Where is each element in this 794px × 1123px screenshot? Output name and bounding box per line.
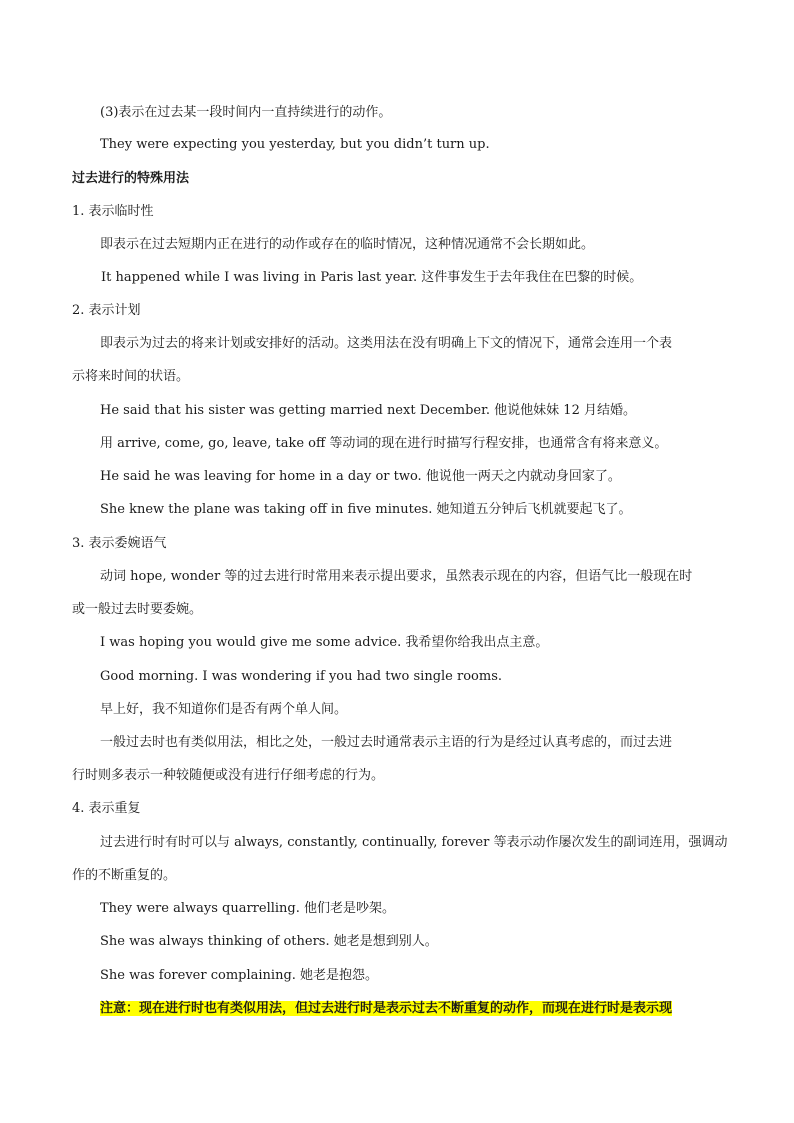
paragraph-continuation: 示将来时间的状语。 [72, 369, 190, 384]
paragraph: 一般过去时也有类似用法，相比之处，一般过去时通常表示主语的行为是经过认真考虑的，而过去进 [100, 735, 673, 750]
paragraph: 过去进行时有时可以与 always, constantly, continually, forever 等表示动作屡次发生的副词连用，强调动 [100, 835, 728, 850]
example-sentence: They were always quarrelling. 他们老是吵架。 [100, 901, 396, 916]
section-heading: 过去进行的特殊用法 [72, 171, 190, 186]
example-sentence: She knew the plane was taking off in five minutes. 她知道五分钟后飞机就要起飞了。 [100, 502, 632, 517]
paragraph: 即表示在过去短期内正在进行的动作或存在的临时情况，这种情况通常不会长期如此。 [100, 237, 595, 252]
subheading-tone: 3. 表示委婉语气 [72, 536, 167, 551]
paragraph: 即表示为过去的将来计划或安排好的活动。这类用法在没有明确上下文的情况下，通常会连用一个表 [100, 336, 673, 351]
example-sentence: She was always thinking of others. 她老是想到别人。 [100, 934, 438, 949]
paragraph: 用 arrive, come, go, leave, take off 等动词的现在进行时描写行程安排，也通常含有将来意义。 [100, 436, 668, 451]
example-translation: 早上好，我不知道你们是否有两个单人间。 [100, 702, 348, 717]
note-line [100, 1000, 672, 1018]
subheading-repetition: 4. 表示重复 [72, 801, 141, 816]
paragraph-continuation: 或一般过去时要委婉。 [72, 602, 203, 617]
highlighted-note: 注意：现在进行时也有类似用法，但过去进行时是表示过去不断重复的动作，而现在进行时是表示现 [100, 1001, 673, 1016]
subheading-plan: 2. 表示计划 [72, 303, 141, 318]
example-sentence: Good morning. I was wondering if you had two single rooms. [100, 669, 503, 684]
example-sentence: She was forever complaining. 她老是抱怨。 [100, 968, 379, 983]
paragraph: 动词 hope, wonder 等的过去进行时常用来表示提出要求，虽然表示现在的内容，但语气比一般现在时 [100, 569, 693, 584]
example-sentence: He said that his sister was getting married next December. 他说他妹妹 12 月结婚。 [100, 403, 636, 418]
paragraph-continuation: 作的不断重复的。 [72, 868, 177, 883]
example-sentence: I was hoping you would give me some advice. 我希望你给我出点主意。 [100, 635, 549, 650]
example-sentence: It happened while I was living in Paris last year. 这件事发生于去年我住在巴黎的时候。 [101, 270, 643, 285]
paragraph: (3)表示在过去某一段时间内一直持续进行的动作。 [100, 105, 392, 120]
subheading-temporary: 1. 表示临时性 [72, 204, 154, 219]
paragraph-continuation: 行时则多表示一种较随便或没有进行仔细考虑的行为。 [72, 768, 385, 783]
example-sentence: They were expecting you yesterday, but you didn’t turn up. [100, 137, 490, 152]
example-sentence: He said he was leaving for home in a day or two. 他说他一两天之内就动身回家了。 [100, 469, 621, 484]
